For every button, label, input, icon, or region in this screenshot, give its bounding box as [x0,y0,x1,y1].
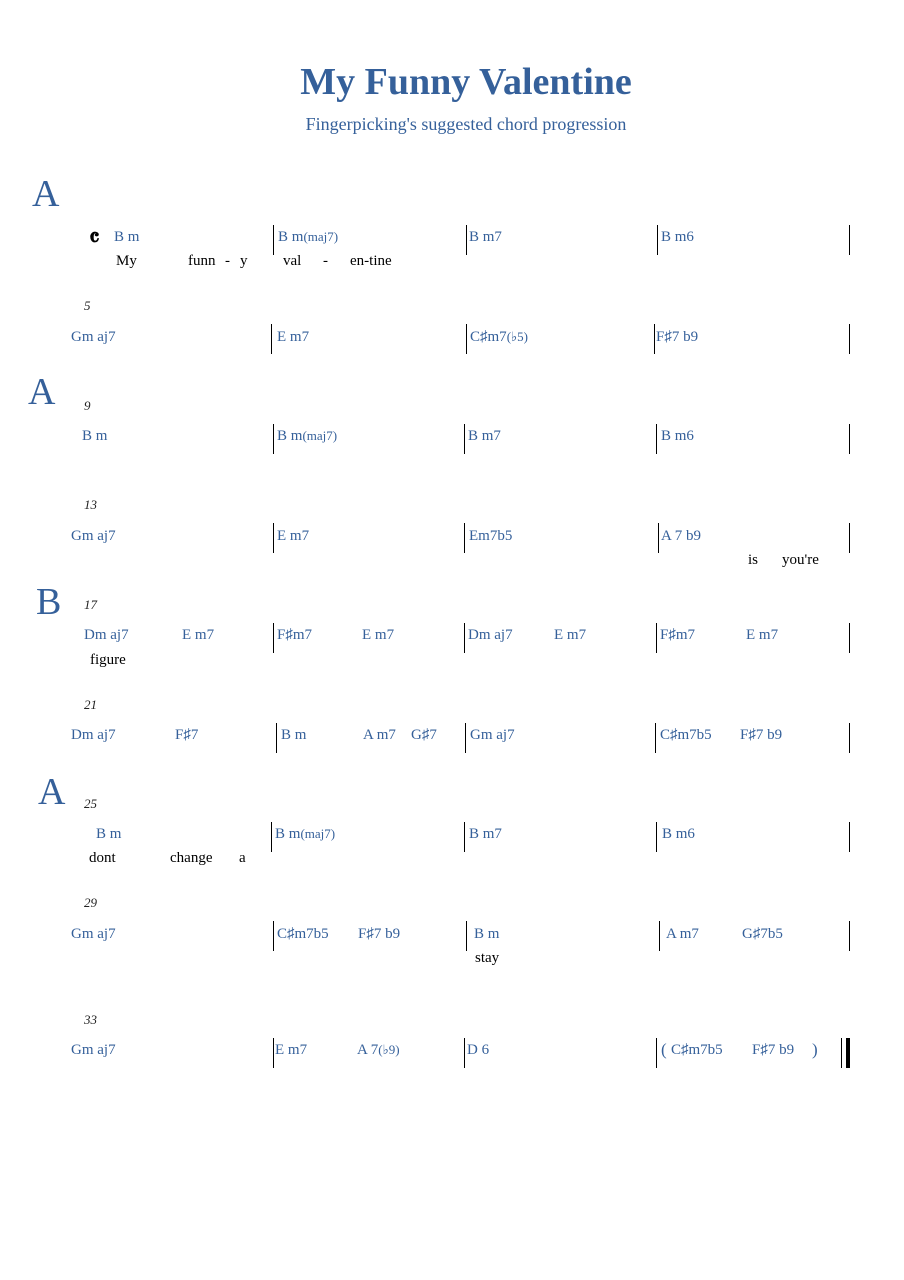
barline [849,822,850,852]
barline [849,723,850,753]
barline [656,424,657,454]
lyric: is [748,552,759,568]
chord: G♯7 [411,727,437,743]
chord: Gm aj7 [71,329,116,345]
chord: Dm aj7 [468,627,513,643]
chord: C♯m7b5 [277,926,329,942]
chord [357,1042,400,1059]
barline [273,523,274,553]
chord: G♯7b5 [742,926,783,942]
barline [656,1038,657,1068]
chord: E m7 [746,627,779,643]
lyric: My [116,253,137,269]
chord: Gm aj7 [71,1042,116,1058]
chord: B m [281,727,307,743]
lyric: figure [90,652,126,668]
lyric: val [283,253,302,269]
chord: F♯7 b9 [656,329,699,345]
chord: B m [474,926,500,942]
chord: B m7 [468,428,501,444]
repeat-close-paren: ) [812,1040,818,1059]
section-marker-a1: A [32,173,60,215]
measure-number: 9 [84,398,91,413]
barline [273,225,274,255]
chord: E m7 [182,627,215,643]
lyric: dont [89,850,116,866]
section-marker-a3: A [38,771,66,813]
section-marker-b: B [36,581,62,623]
barline [466,324,467,354]
chord-quality: (maj7) [300,826,336,841]
chord: Dm aj7 [71,727,116,743]
chord: C♯m7b5 [660,727,712,743]
barline [849,424,850,454]
lyric: - [225,253,230,269]
chord: B m [82,428,108,444]
barline [464,822,465,852]
barline [271,324,272,354]
chord [278,229,338,246]
chord [277,428,337,445]
chord: B m7 [469,229,502,245]
barline [466,921,467,951]
barline [657,225,658,255]
chord-root: B m [278,229,304,245]
lyric: funn [188,253,216,269]
chord: B m6 [662,826,695,842]
barline [273,424,274,454]
final-barline-thick [846,1038,850,1068]
barline [276,723,277,753]
measure-number: 25 [84,796,97,811]
barline [659,921,660,951]
chord [275,826,335,843]
page-subtitle: Fingerpicking's suggested chord progression [305,114,627,134]
lyric: you're [782,552,819,568]
chord: A m7 [666,926,699,942]
barline [464,623,465,653]
time-signature: 𝄴 [89,226,100,252]
barline [464,523,465,553]
chord: B m [114,229,140,245]
chord-root: A 7 [357,1042,379,1058]
repeat-open-paren: ( [661,1040,667,1059]
chord-quality: (maj7) [303,229,339,244]
chord: Dm aj7 [84,627,129,643]
chord: B m [96,826,122,842]
chord: Gm aj7 [71,528,116,544]
lyric: stay [475,950,500,966]
chord-root: B m [277,428,303,444]
chord: F♯7 b9 [358,926,401,942]
barline [464,424,465,454]
barline [849,324,850,354]
barline [654,324,655,354]
chord: F♯m7 [277,627,313,643]
chord-root: B m [275,826,301,842]
barline [273,921,274,951]
chord: D 6 [467,1042,490,1058]
page-title: My Funny Valentine [300,61,632,103]
final-barline-thin [841,1038,842,1068]
chord: E m7 [554,627,587,643]
barline [849,225,850,255]
lyric: y [240,253,248,269]
measure-number: 29 [84,895,97,910]
barline [849,523,850,553]
measure-number: 5 [84,298,91,313]
barline [271,822,272,852]
chord: F♯m7 [660,627,696,643]
barline [273,1038,274,1068]
chord: A 7 b9 [661,528,702,544]
lyric: a [239,850,246,866]
barline [849,623,850,653]
chord [470,329,528,346]
chord: Gm aj7 [470,727,515,743]
measure-number: 33 [84,1012,97,1027]
barline [658,523,659,553]
section-marker-a2: A [28,371,56,413]
chord: B m6 [661,428,694,444]
chord-quality: (♭9) [378,1042,400,1057]
lyric: - [323,253,328,269]
chord: E m7 [362,627,395,643]
measure-number: 17 [84,597,97,612]
chord: A m7 [363,727,396,743]
chord: B m7 [469,826,502,842]
chord: C♯m7b5 [671,1042,723,1058]
chord-root: C♯m7 [470,329,507,345]
chord: F♯7 [175,727,199,743]
lyric: en-tine [350,253,392,269]
measure-number: 13 [84,497,97,512]
barline [656,623,657,653]
chord: E m7 [277,528,310,544]
chord: F♯7 b9 [752,1042,795,1058]
barline [655,723,656,753]
barline [849,921,850,951]
chord: Gm aj7 [71,926,116,942]
chord: E m7 [277,329,310,345]
barline [656,822,657,852]
chord: F♯7 b9 [740,727,783,743]
barline [464,1038,465,1068]
barline [465,723,466,753]
chord: E m7 [275,1042,308,1058]
barline [273,623,274,653]
chord: B m6 [661,229,694,245]
chord-quality: (♭5) [506,329,528,344]
barline [466,225,467,255]
lyric: change [170,850,213,866]
measure-number: 21 [84,697,97,712]
chord: Em7b5 [469,528,513,544]
chord-quality: (maj7) [302,428,338,443]
